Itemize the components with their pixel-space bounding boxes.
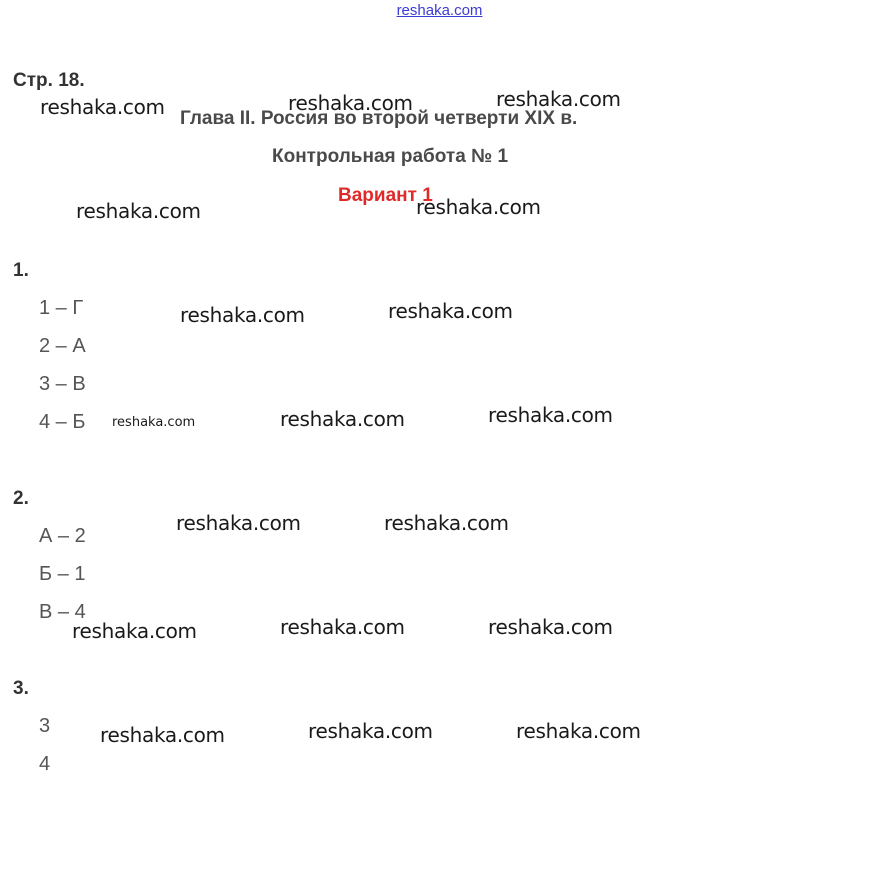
- watermark: reshaka.com: [496, 87, 621, 111]
- watermark: reshaka.com: [100, 723, 225, 747]
- watermark: reshaka.com: [308, 719, 433, 743]
- answer-item: 4 – Б: [39, 411, 86, 433]
- watermark: reshaka.com: [388, 299, 513, 323]
- answer-item: 2 – А: [39, 335, 86, 357]
- watermark: reshaka.com: [280, 407, 405, 431]
- variant-label: Вариант 1: [338, 185, 433, 206]
- watermark: reshaka.com: [488, 403, 613, 427]
- watermark: reshaka.com: [112, 415, 196, 430]
- question-number: 2.: [13, 488, 29, 509]
- answer-item: 1 – Г: [39, 297, 84, 319]
- answer-item: В – 4: [39, 601, 86, 623]
- site-link[interactable]: reshaka.com: [396, 2, 483, 19]
- watermark: reshaka.com: [288, 91, 413, 115]
- watermark: reshaka.com: [40, 95, 165, 119]
- watermark: reshaka.com: [72, 619, 197, 643]
- answer-item: 3: [39, 715, 51, 737]
- watermark: reshaka.com: [384, 511, 509, 535]
- watermark: reshaka.com: [76, 199, 201, 223]
- watermark: reshaka.com: [516, 719, 641, 743]
- page-number: Стр. 18.: [13, 70, 85, 91]
- question-number: 1.: [13, 260, 29, 281]
- answer-item: Б – 1: [39, 563, 86, 585]
- answer-item: А – 2: [39, 525, 86, 547]
- chapter-title: Глава II. Россия во второй четверти XIX в.: [180, 108, 578, 129]
- answer-item: 3 – В: [39, 373, 86, 395]
- watermark: reshaka.com: [180, 303, 305, 327]
- answer-item: 4: [39, 753, 51, 775]
- watermark: reshaka.com: [280, 615, 405, 639]
- watermark: reshaka.com: [176, 511, 301, 535]
- test-title: Контрольная работа № 1: [272, 146, 509, 167]
- watermark: reshaka.com: [488, 615, 613, 639]
- watermark: reshaka.com: [416, 195, 541, 219]
- question-number: 3.: [13, 678, 29, 699]
